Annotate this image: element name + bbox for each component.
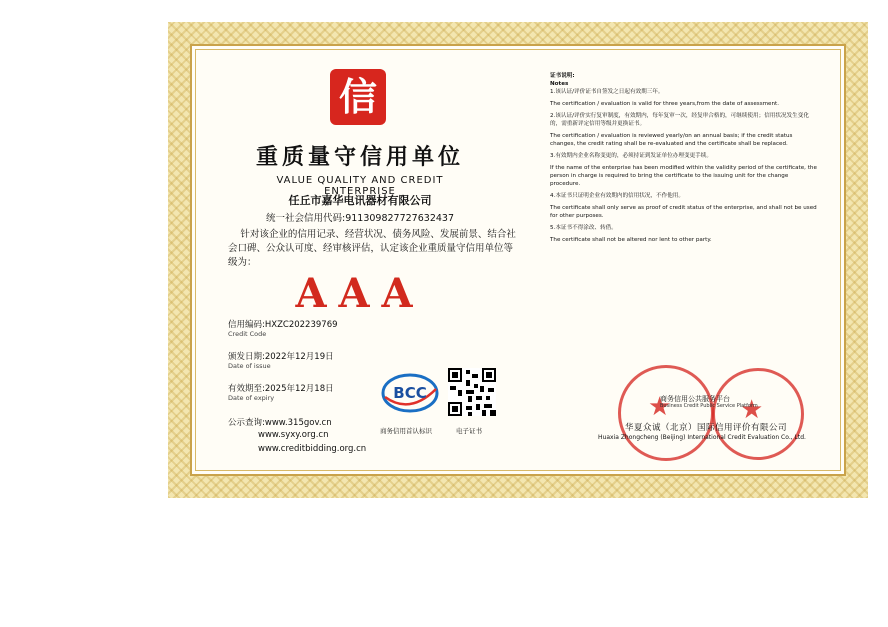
issuer-name: 华夏众诚（北京）国际信用评价有限公司 xyxy=(624,423,787,433)
credit-logo-icon xyxy=(330,69,386,125)
credit-grade: AAA xyxy=(295,270,425,317)
note-1-cn: 1.该认证/评价证书自签发之日起有效期三年。 xyxy=(550,89,664,95)
note-5-en: The certificate shall not be altered nor lent to other party. xyxy=(550,237,712,243)
certificate-title: 重质量守信用单位 xyxy=(255,144,464,170)
notes-title-cn: 证书说明: xyxy=(550,73,575,79)
note-4-en: The certificate shall only serve as proof of credit status of the enterprise, and shall not be used for other purposes. xyxy=(550,205,817,219)
expiry-date-label-en: Date of expiry xyxy=(228,394,275,402)
issuer-name-en: Huaxia Zhongcheng (Beijing) International Credit Evaluation Co., Ltd. xyxy=(598,434,806,441)
notes-title-en: Notes xyxy=(550,81,569,87)
bcc-logo-icon xyxy=(380,371,440,415)
logo-glyph: 信 xyxy=(338,74,377,119)
query-site-1: 公示查询:www.315gov.cn xyxy=(228,418,332,428)
social-credit-code: 统一社会信用代码:911309827727632437 xyxy=(266,213,454,224)
query-site-3: www.creditbidding.org.cn xyxy=(258,444,367,454)
note-1-en: The certification / evaluation is valid for three years,from the date of assessment. xyxy=(550,101,780,107)
note-3-en: If the name of the enterprise has been modified within the validity period of the certificate, the person in charge is required to bring the certificate to the issuing unit for the change procedure. xyxy=(550,165,817,187)
expiry-date: 有效期至:2025年12月18日 xyxy=(228,384,334,394)
note-2-cn: 2.该认证/评价实行复审制度，有效期内，每年复审一次，经复审合格的，可继续使用；信用状况发生变化的，需重新评定信用等级并更换证书。 xyxy=(550,113,809,127)
note-2-en: The certification / evaluation is reviewed yearly/on an annual basis; if the credit status changes, the credit rating shall be re-evaluated and the certificate shall be replaced. xyxy=(550,133,793,147)
certificate-description: 针对该企业的信用记录、经营状况、债务风险、发展前景、结合社会口碑、公众认可度、经审核评估，认定该企业重质量守信用单位等级为： xyxy=(228,229,516,268)
certificate-title-en: VALUE QUALITY AND CREDIT ENTERPRISE xyxy=(276,175,444,197)
credit-number-label-en: Credit Code xyxy=(228,330,267,338)
company-name: 任丘市嘉华电讯器材有限公司 xyxy=(288,194,432,207)
note-5-cn: 5.本证书不得涂改、转借。 xyxy=(550,225,617,231)
qr-code-icon[interactable] xyxy=(448,368,496,416)
qr-label: 电子证书 xyxy=(456,427,482,435)
notes-section xyxy=(550,72,818,248)
issue-date: 颁发日期:2022年12月19日 xyxy=(228,352,334,362)
issue-date-label-en: Date of issue xyxy=(228,362,271,370)
query-site-2: www.syxy.org.cn xyxy=(258,430,329,440)
credit-number: 信用编码:HXZC202239769 xyxy=(228,320,338,330)
platform-name: 商务信用公共服务平台 xyxy=(660,395,730,403)
bcc-label: 商务信用首认标识 xyxy=(380,427,432,435)
bcc-text: BCC xyxy=(393,384,427,402)
seal-star-icon-2: ★ xyxy=(740,395,764,425)
seal-star-icon: ★ xyxy=(648,392,672,422)
platform-name-en: Business Credit Public Service Platform xyxy=(660,403,758,409)
note-4-cn: 4.本证书只证明企业有效期内的信用状况，不作他用。 xyxy=(550,193,684,199)
note-3-cn: 3.有效期内企业名称变更的，必须持证到发证单位办理变更手续。 xyxy=(550,153,712,159)
